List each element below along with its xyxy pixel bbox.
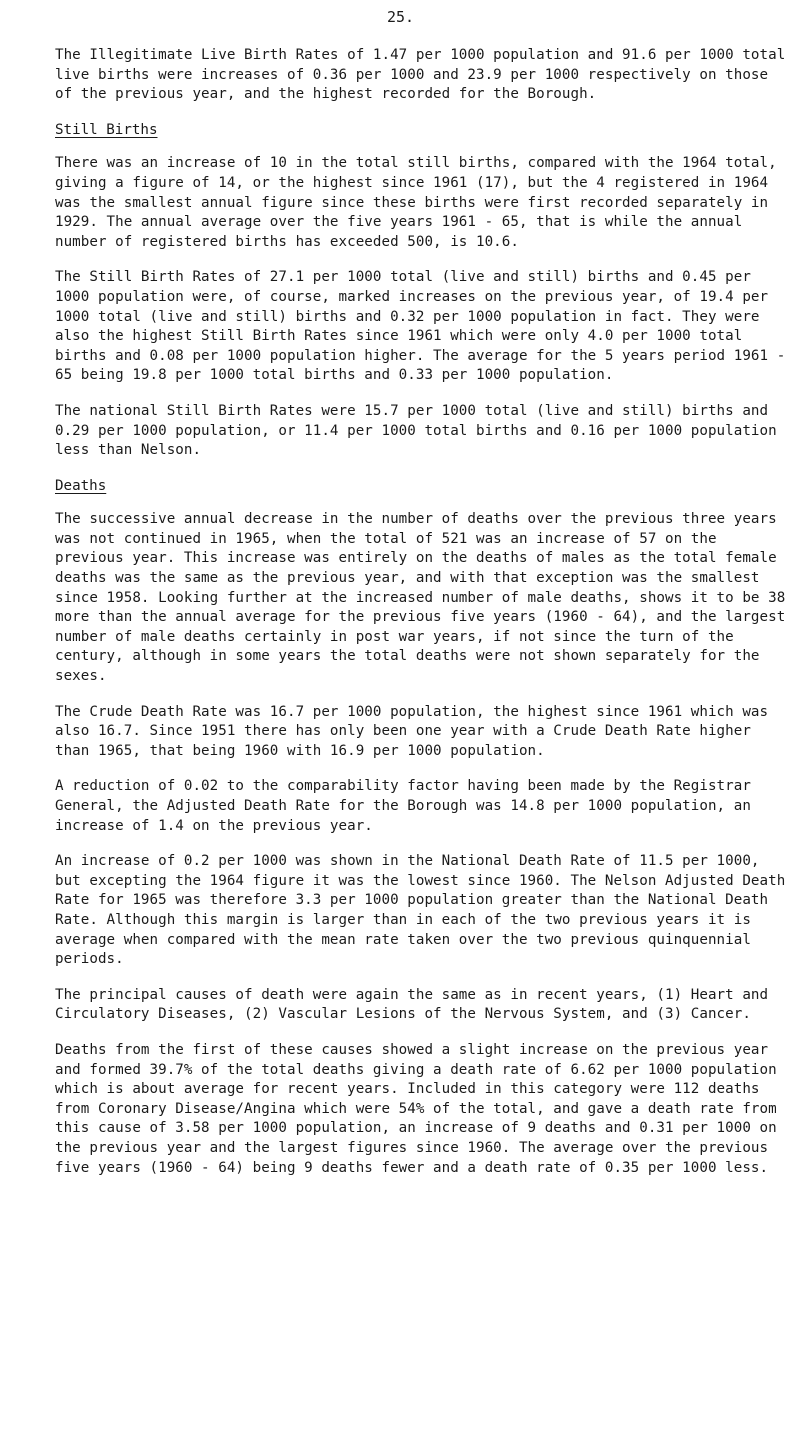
- deaths-paragraph-1: The successive annual decrease in the number of deaths over the previous three years was not continued in 1965, when the total of 521 was an increase of 57 on the previous year. This increase was entirely on the deaths of males as the total female deaths was the same as the previous year, and with that exception was the smallest since 1958. Looking further at the increased number of male deaths, shows it to be 38 more than the annual average for the previous five years (1960 - 64), and the largest number of male deaths certainly in post war years, if not since the turn of the century, although in some years the total deaths were not shown separately for the sexes.: [55, 511, 786, 685]
- still-births-paragraph-1: There was an increase of 10 in the total still births, compared with the 1964 total, giving a figure of 14, or the highest since 1961 (17), but the 4 registered in 1964 was the smallest annual figure since these births were first recorded separately in 1929. The annual average over the five years 1961 - 65, that is while the annual number of registered births has exceeded 500, is 10.6.: [55, 155, 777, 250]
- page-content: [55, 46, 790, 1194]
- page-number: 25.: [386, 8, 415, 26]
- deaths-paragraph-3: A reduction of 0.02 to the comparability factor having been made by the Registrar General, the Adjusted Death Rate for the Borough was 14.8 per 1000 population, an increase of 1.4 on the previous year.: [55, 778, 751, 834]
- illegitimate-birth-rates-paragraph: The Illegitimate Live Birth Rates of 1.47 per 1000 population and 91.6 per 1000 total live births were increases of 0.36 per 1000 and 23.9 per 1000 respectively on those of the previous year, and the highest recorded for the Borough.: [55, 47, 786, 103]
- deaths-heading: Deaths: [55, 477, 107, 494]
- deaths-paragraph-2: The Crude Death Rate was 16.7 per 1000 population, the highest since 1961 which was also 16.7. Since 1951 there has only been one year with a Crude Death Rate higher than 1965, that being 1960 with 16.9 per 1000 population.: [55, 703, 769, 759]
- still-births-paragraph-3: The national Still Birth Rates were 15.7 per 1000 total (live and still) births and 0.29 per 1000 population, or 11.4 per 1000 total births and 0.16 per 1000 population less than Nelson.: [55, 402, 777, 459]
- deaths-paragraph-6: Deaths from the first of these causes showed a slight increase on the previous year and formed 39.7% of the total deaths giving a death rate of 6.62 per 1000 population which is about average for recent years. Included in this category were 112 deaths from Coronary Disease/Angina which were 54% of the total, and gave a death rate from this cause of 3.58 per 1000 population, an increase of 9 deaths and 0.31 per 1000 on the previous year and the largest figures since 1960. The average over the previous five years (1960 - 64) being 9 deaths fewer and a death rate of 0.35 per 1000 less.: [55, 1041, 777, 1176]
- still-births-paragraph-2: The Still Birth Rates of 27.1 per 1000 total (live and still) births and 0.45 per 1000 population were, of course, marked increases on the previous year, of 19.4 per 1000 total (live and still) births and 0.32 per 1000 population in fact. They were also the highest Still Birth Rates since 1961 which were only 4.0 per 1000 total births and 0.08 per 1000 population higher. The average for the 5 years period 1961 - 65 being 19.8 per 1000 total births and 0.33 per 1000 population.: [55, 269, 786, 384]
- deaths-paragraph-5: The principal causes of death were again the same as in recent years, (1) Heart and Circulatory Diseases, (2) Vascular Lesions of the Nervous System, and (3) Cancer.: [55, 986, 769, 1023]
- still-births-heading: Still Births: [55, 121, 158, 138]
- deaths-paragraph-4: An increase of 0.2 per 1000 was shown in the National Death Rate of 11.5 per 1000, but excepting the 1964 figure it was the lowest since 1960. The Nelson Adjusted Death Rate for 1965 was therefore 3.3 per 1000 population greater than the National Death Rate. Although this margin is larger than in each of the two previous years it is average when compared with the mean rate taken over the two previous quinquennial periods.: [55, 853, 786, 968]
